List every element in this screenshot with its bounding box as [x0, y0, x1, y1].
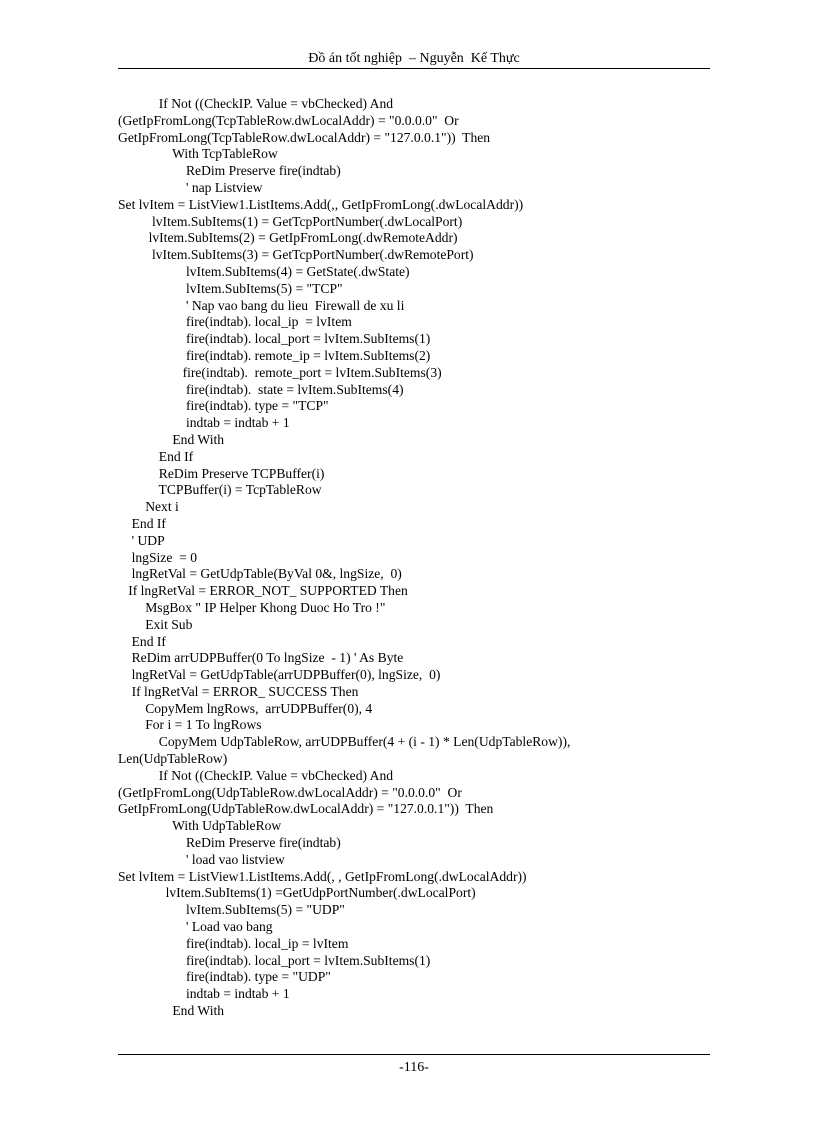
code-line: For i = 1 To lngRows [118, 717, 262, 733]
code-line: Next i [118, 499, 179, 515]
code-line: TCPBuffer(i) = TcpTableRow [118, 482, 322, 498]
code-line: fire(indtab). local_ip = lvItem [118, 314, 352, 330]
code-line: GetIpFromLong(TcpTableRow.dwLocalAddr) = "127.0.0.1")) Then [118, 129, 491, 145]
page-header: Đồ án tốt nghiệp – Nguyễn Kế Thực [308, 51, 520, 66]
code-line: Exit Sub [118, 616, 193, 632]
code-line: ReDim arrUDPBuffer(0 To lngSize - 1) ' As Byte [118, 650, 404, 666]
code-line: CopyMem lngRows, arrUDPBuffer(0), 4 [118, 700, 373, 716]
code-line: GetIpFromLong(UdpTableRow.dwLocalAddr) = "127.0.0.1")) Then [118, 801, 494, 817]
header-divider [118, 68, 710, 69]
footer-divider [118, 1054, 710, 1055]
code-line: Set lvItem = ListView1.ListItems.Add(, , GetIpFromLong(.dwLocalAddr)) [118, 868, 527, 884]
code-line: fire(indtab). local_port = lvItem.SubItems(1) [118, 331, 431, 347]
code-line: lngSize = 0 [118, 549, 198, 565]
code-line: fire(indtab). remote_ip = lvItem.SubItems(2) [118, 347, 431, 363]
code-line: lvItem.SubItems(2) = GetIpFromLong(.dwRemoteAddr) [118, 230, 458, 246]
code-line: Set lvItem = ListView1.ListItems.Add(,, GetIpFromLong(.dwLocalAddr)) [118, 196, 524, 212]
code-line: End With [118, 1003, 225, 1019]
code-line: ReDim Preserve TCPBuffer(i) [118, 465, 325, 481]
code-line: fire(indtab). local_ip = lvItem [118, 935, 349, 951]
code-line: lvItem.SubItems(3) = GetTcpPortNumber(.dwRemotePort) [118, 247, 474, 263]
code-line: If lngRetVal = ERROR_ SUCCESS Then [118, 683, 359, 699]
code-line: fire(indtab). local_port = lvItem.SubItems(1) [118, 952, 431, 968]
code-line: End With [118, 431, 225, 447]
code-line: Len(UdpTableRow) [118, 751, 228, 767]
code-line: CopyMem UdpTableRow, arrUDPBuffer(4 + (i - 1) * Len(UdpTableRow)), [118, 734, 571, 750]
code-line: fire(indtab). type = "UDP" [118, 969, 331, 985]
code-line: ReDim Preserve fire(indtab) [118, 163, 341, 179]
code-line: ' Nap vao bang du lieu Firewall de xu li [118, 297, 405, 313]
code-line: lngRetVal = GetUdpTable(arrUDPBuffer(0), lngSize, 0) [118, 667, 441, 683]
code-line: (GetIpFromLong(UdpTableRow.dwLocalAddr) = "0.0.0.0" Or [118, 784, 462, 800]
code-line: lvItem.SubItems(1) = GetTcpPortNumber(.dwLocalPort) [118, 213, 463, 229]
code-line: lvItem.SubItems(5) = "UDP" [118, 902, 345, 918]
code-line: fire(indtab). type = "TCP" [118, 398, 329, 414]
code-line: ' UDP [118, 532, 165, 548]
code-line: (GetIpFromLong(TcpTableRow.dwLocalAddr) = "0.0.0.0" Or [118, 112, 459, 128]
code-line: indtab = indtab + 1 [118, 986, 290, 1002]
code-line: End If [118, 515, 166, 531]
code-line: lvItem.SubItems(1) =GetUdpPortNumber(.dwLocalPort) [118, 885, 476, 901]
code-line: lvItem.SubItems(5) = "TCP" [118, 280, 343, 296]
code-line: fire(indtab). remote_port = lvItem.SubItems(3) [118, 364, 442, 380]
code-line: With TcpTableRow [118, 146, 278, 162]
code-line: If Not ((CheckIP. Value = vbChecked) And [118, 767, 394, 783]
code-line: MsgBox " IP Helper Khong Duoc Ho Tro !" [118, 599, 386, 615]
code-line: If Not ((CheckIP. Value = vbChecked) And [118, 96, 394, 111]
code-line: If lngRetVal = ERROR_NOT_ SUPPORTED Then [118, 583, 408, 599]
code-line: lngRetVal = GetUdpTable(ByVal 0&, lngSize, 0) [118, 566, 402, 582]
code-line: With UdpTableRow [118, 818, 282, 834]
code-line: lvItem.SubItems(4) = GetState(.dwState) [118, 263, 410, 279]
code-line: ' Load vao bang [118, 919, 273, 935]
code-line: ReDim Preserve fire(indtab) [118, 835, 341, 851]
code-line: End If [118, 448, 194, 464]
code-line: ' load vao listview [118, 851, 285, 867]
code-line: ' nap Listview [118, 179, 263, 195]
code-line: fire(indtab). state = lvItem.SubItems(4) [118, 381, 404, 397]
code-line: End If [118, 633, 166, 649]
page-number: -116- [399, 1060, 429, 1075]
code-listing [118, 96, 718, 1020]
code-line: indtab = indtab + 1 [118, 415, 290, 431]
